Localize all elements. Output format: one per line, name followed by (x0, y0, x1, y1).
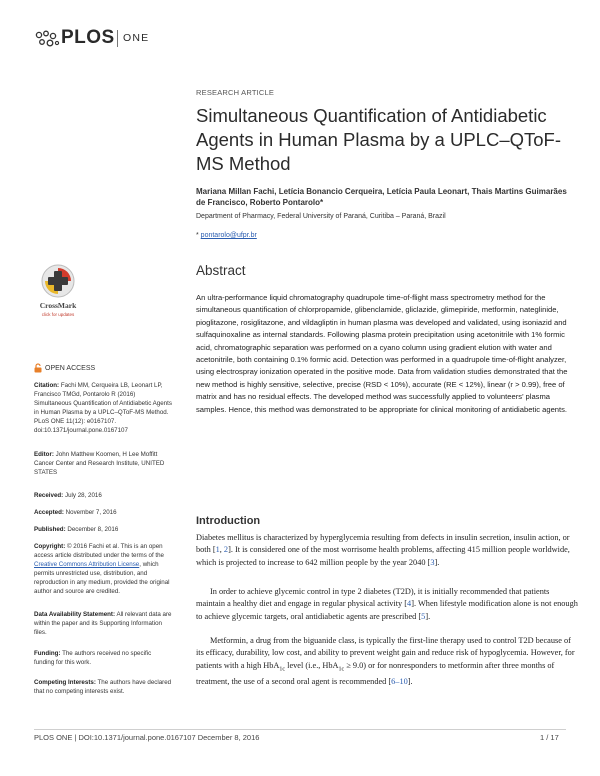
article-title: Simultaneous Quantification of Antidiabetic Agents in Human Plasma by a UPLC–QToF-MS Method (196, 105, 562, 174)
text-run: ]. When lifestyle modification alone is not enough to achieve glycemic targets, oral antidiabetic agents are prescribed [ (196, 599, 578, 621)
plos-logo-icon (34, 30, 60, 48)
reference-link[interactable]: 2 (223, 545, 229, 555)
footer-doi: PLOS ONE | DOI:10.1371/journal.pone.0167107 December 8, 2016 (34, 733, 260, 742)
text-run: level (i.e., HbA (285, 660, 339, 670)
journal-name: PLOS (61, 27, 115, 48)
copyright-text-2: , which permits unrestricted use, distribution, and reproduction in any medium, provided the original author and source are credited. (34, 561, 170, 595)
copyright-text-1: © 2016 Fachi et al. This is an open access article distributed under the terms of the (34, 543, 165, 559)
text-run: ]. (407, 676, 413, 686)
editor-label: Editor: (34, 451, 54, 458)
abstract-text: An ultra-performance liquid chromatography quadrupole time-of-flight mass spectrometry method for the simultaneous quantification of chlorpropamide, glibenclamide, gliclazide, glimepiride, metformin, nateglinide, pioglitazone, rosiglitazone, and vildagliptin in human plasma was developed and validated, using isoniazid and sulfaquinoxaline as internal standards. Following plasma protein precipitation using acetonitrile with 1% formic acid, chromatographic separation was performed on a cyano column using gradient elution with water and acetonitrile, both containing 0.1% formic acid. Detection was performed in a quadrupole time-of-flight analyzer, using electrospray ionization operated in the positive mode. Data from validation studies demonstrated that the new method is highly sensitive, selective, precise (RSD < 10%), accurate (RE < 12%), linear (r > 0.99), free of matrix and has no residual effects. The developed method was successfully applied to volunteers’ plasma samples. Hence, this method was demonstrated to be appropriate for clinical monitoring of antidiabetic agents. (196, 293, 568, 414)
abstract-heading: Abstract (196, 263, 246, 278)
received-date: July 28, 2016 (64, 492, 102, 499)
funding-label: Funding: (34, 650, 61, 657)
open-access-lock-icon (34, 363, 42, 373)
intro-paragraph-1 (196, 532, 578, 569)
funding-block (34, 649, 172, 667)
competing-interests-block (34, 678, 172, 696)
accepted-block (34, 508, 172, 517)
published-date: December 8, 2016 (67, 526, 119, 533)
corresponding-author (196, 232, 257, 239)
received-label: Received: (34, 492, 64, 499)
journal-logo (34, 26, 194, 52)
data-availability-text: All relevant data are within the paper and its Supporting Information files. (34, 611, 172, 636)
intro-paragraph-3 (196, 635, 578, 688)
subscript: 1c (338, 666, 345, 673)
published-label: Published: (34, 526, 66, 533)
accepted-label: Accepted: (34, 509, 64, 516)
open-access-badge (34, 363, 95, 373)
text-run: ]. (425, 611, 431, 621)
reference-link[interactable]: 1 (215, 545, 220, 555)
copyright-block (34, 542, 172, 596)
editor-block (34, 450, 172, 477)
corresponding-email-link[interactable]: pontarolo@ufpr.br (200, 232, 257, 239)
logo-divider (117, 30, 118, 47)
crossmark-sublabel: click for updates (41, 312, 75, 317)
text-run: ≥ 9.0) or for nonresponders to metformin after three months of treatment, the use of a second oral agent is recommended [ (196, 660, 555, 686)
text-run: In order to achieve glycemic control in type 2 diabetes (T2D), it is initially recommended that patients maintain a healthy diet and engage in regular physical activity [ (196, 587, 550, 609)
funding-text: The authors received no specific funding for this work. (34, 650, 152, 666)
accepted-date: November 7, 2016 (65, 509, 117, 516)
published-block (34, 525, 172, 534)
corresponding-marker: * (196, 232, 201, 239)
intro-paragraph-2 (196, 586, 578, 623)
editor-text: John Matthew Koomen, H Lee Moffitt Cancer Center and Research Institute, UNITED STATES (34, 451, 165, 476)
text-run: , (219, 545, 224, 555)
reference-link[interactable]: 6–10 (391, 676, 408, 686)
crossmark-label: CrossMark (39, 301, 77, 310)
reference-link[interactable]: 5 (421, 611, 426, 621)
subscript: 1c (279, 666, 286, 673)
reference-link[interactable]: 3 (430, 557, 435, 567)
citation-label: Citation: (34, 382, 60, 389)
competing-text: The authors have declared that no competing interests exist. (34, 679, 172, 695)
competing-label: Competing Interests: (34, 679, 96, 686)
crossmark-badge[interactable] (34, 262, 84, 322)
copyright-label: Copyright: (34, 543, 66, 550)
text-run: ]. (434, 557, 440, 567)
crossmark-icon (34, 262, 82, 302)
license-link[interactable]: Creative Commons Attribution License (34, 561, 140, 568)
footer-divider (34, 729, 566, 730)
article-type: RESEARCH ARTICLE (196, 88, 275, 97)
journal-sub: ONE (123, 32, 150, 44)
received-block (34, 491, 172, 500)
data-availability-label: Data Availability Statement: (34, 611, 116, 618)
open-access-label: OPEN ACCESS (45, 364, 96, 372)
reference-link[interactable]: 4 (407, 599, 412, 609)
citation-text: Fachi MM, Cerqueira LB, Leonart LP, Francisco TMGd, Pontarolo R (2016) Simultaneous Quantification of Antidiabetic Agents in Human Plasma by a UPLC–QToF-MS Method. PLoS ONE 11(12): e0167107. doi:10.1371/journal.pone.0167107 (34, 382, 172, 434)
page-number: 1 / 17 (540, 733, 559, 742)
introduction-heading: Introduction (196, 515, 261, 527)
data-availability-block (34, 610, 172, 637)
text-run: Diabetes mellitus is characterized by hyperglycemia resulting from defects in insulin secretion, insulin action, or both [ (196, 533, 570, 555)
text-run: Metformin, a drug from the biguanide class, is typically the first-line therapy used to control T2D because of its efficacy, durability, low cost, and ability to prevent weight gain and reduce risk of hypoglycemia. However, for patients with a high HbA (196, 636, 575, 670)
citation-block (34, 381, 172, 435)
author-list: Mariana Millan Fachi, Letícia Bonancio Cerqueira, Letícia Paula Leonart, Thais Martins Guimarães de Francisco, Roberto Pontarolo* (196, 187, 567, 207)
text-run: ]. It is considered one of the most worrisome health problems, affecting 415 million people worldwide, which is projected to increase to 642 million people by the year 2040 [ (196, 545, 570, 567)
affiliation: Department of Pharmacy, Federal University of Paraná, Curitiba – Paraná, Brazil (196, 213, 446, 220)
